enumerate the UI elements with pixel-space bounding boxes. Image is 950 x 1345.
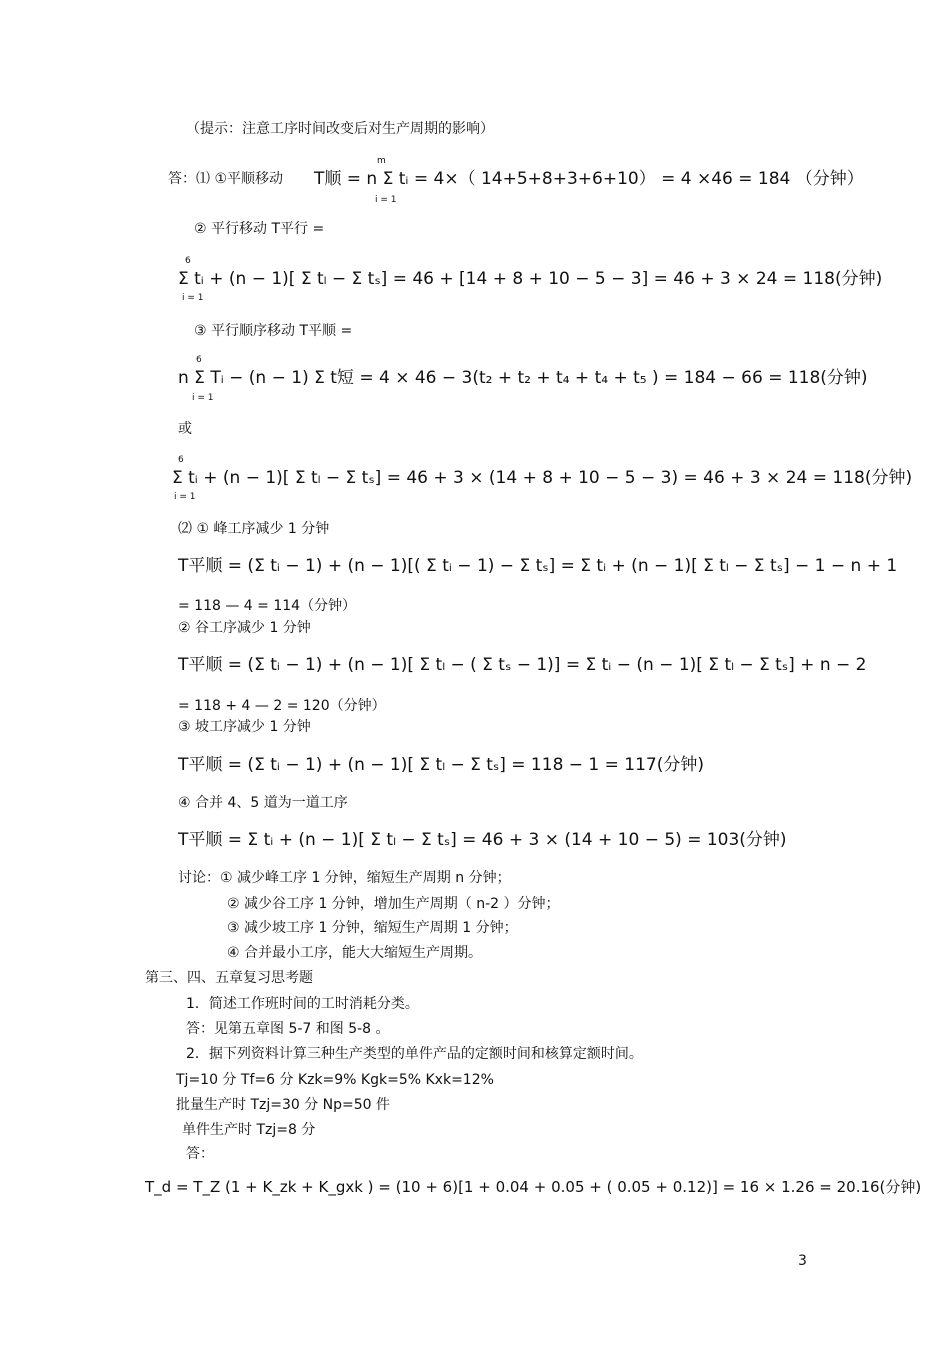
slope-label: ③ 坡工序减少 1 分钟 [178,719,311,735]
sum-upper-limit: 6 [185,256,191,266]
or-text: 或 [178,421,192,437]
question-1: 1．简述工作班时间的工时消耗分类。 [186,996,419,1012]
discussion-3: ③ 减少坡工序 1 分钟，缩短生产周期 1 分钟； [227,920,518,936]
valley-label: ② 谷工序减少 1 分钟 [178,620,311,636]
sum-lower-limit: i = 1 [192,393,214,403]
sum-lower-limit: i = 1 [174,492,196,502]
sum-upper-limit: 6 [178,455,184,465]
page-number: 3 [798,1253,807,1269]
formula-alternative: Σ tᵢ + (n − 1)[ Σ tₗ − Σ tₛ] = 46 + 3 × (14 + 8 + 10 − 5 − 3) = 46 + 3 × 24 = 118(分钟) [172,468,913,488]
chapter-heading: 第三、四、五章复习思考题 [145,970,313,986]
question-2-data-3: 单件生产时 Tzj=8 分 [182,1122,316,1138]
question-2-data-1: Tj=10 分 Tf=6 分 Kzk=9% Kgk=5% Kxk=12% [176,1072,494,1088]
sum-upper-limit: m [377,156,386,166]
question-1-answer: 答：见第五章图 5-7 和图 5-8 。 [186,1021,390,1037]
formula-standard-time: T_d = T_Z (1 + K_zk + K_gxk ) = (10 + 6)[1 + 0.04 + 0.05 + ( 0.05 + 0.12)] = 16 × 1.26 = 20.16(分钟) [145,1178,922,1196]
formula-valley: T平顺 = (Σ tᵢ − 1) + (n − 1)[ Σ tₗ − ( Σ tₛ − 1)] = Σ tᵢ − (n − 1)[ Σ tₗ − Σ tₛ] + n − 2 [178,655,867,675]
formula-slope: T平顺 = (Σ tᵢ − 1) + (n − 1)[ Σ tₗ − Σ tₛ] = 118 − 1 = 117(分钟) [178,755,705,775]
sum-lower-limit: i = 1 [182,293,204,303]
peak-label: ⑵ ① 峰工序减少 1 分钟 [178,521,330,537]
question-2-data-2: 批量生产时 Tzj=30 分 Np=50 件 [176,1097,391,1113]
formula-sequential: T顺 = n Σ tᵢ = 4×（ 14+5+8+3+6+10） = 4 ×46 = 184 （分钟） [314,169,864,189]
question-2: 2．据下列资料计算三种生产类型的单件产品的定额时间和核算定额时间。 [186,1046,643,1062]
peak-result: = 118 — 4 = 114（分钟） [178,598,357,614]
discussion-2: ② 减少谷工序 1 分钟，增加生产周期（ n-2 ）分钟； [227,896,560,912]
merge-label: ④ 合并 4、5 道为一道工序 [178,795,348,811]
formula-parallel: Σ tᵢ + (n − 1)[ Σ tₗ − Σ tₛ] = 46 + [14 + 8 + 10 − 5 − 3] = 46 + 3 × 24 = 118(分钟) [178,269,883,289]
discussion-1: 讨论：① 减少峰工序 1 分钟，缩短生产周期 n 分钟； [178,870,511,886]
sum-lower-limit: i = 1 [375,195,397,205]
sum-upper-limit: 6 [196,355,202,365]
valley-result: = 118 + 4 — 2 = 120（分钟） [178,698,386,714]
formula-peak: T平顺 = (Σ tᵢ − 1) + (n − 1)[( Σ tᵢ − 1) − Σ tₛ] = Σ tᵢ + (n − 1)[ Σ tₗ − Σ tₛ] − 1 − n + 1 [178,556,898,576]
hint-text: （提示：注意工序时间改变后对生产周期的影响） [186,121,494,137]
parallel-sequential-label: ③ 平行顺序移动 T平顺 = [194,323,353,339]
formula-parallel-sequential: n Σ Tᵢ − (n − 1) Σ t短 = 4 × 46 − 3(t₂ + t₂ + t₄ + t₄ + t₅ ) = 184 − 66 = 118(分钟) [178,368,868,388]
formula-merge: T平顺 = Σ tᵢ + (n − 1)[ Σ tₗ − Σ tₛ] = 46 + 3 × (14 + 10 − 5) = 103(分钟) [178,830,787,850]
parallel-label: ② 平行移动 T平行 = [194,221,325,237]
answer-label: 答：⑴ ①平顺移动 [168,171,284,187]
discussion-4: ④ 合并最小工序，能大大缩短生产周期。 [227,945,482,961]
question-2-answer-label: 答： [186,1146,214,1162]
